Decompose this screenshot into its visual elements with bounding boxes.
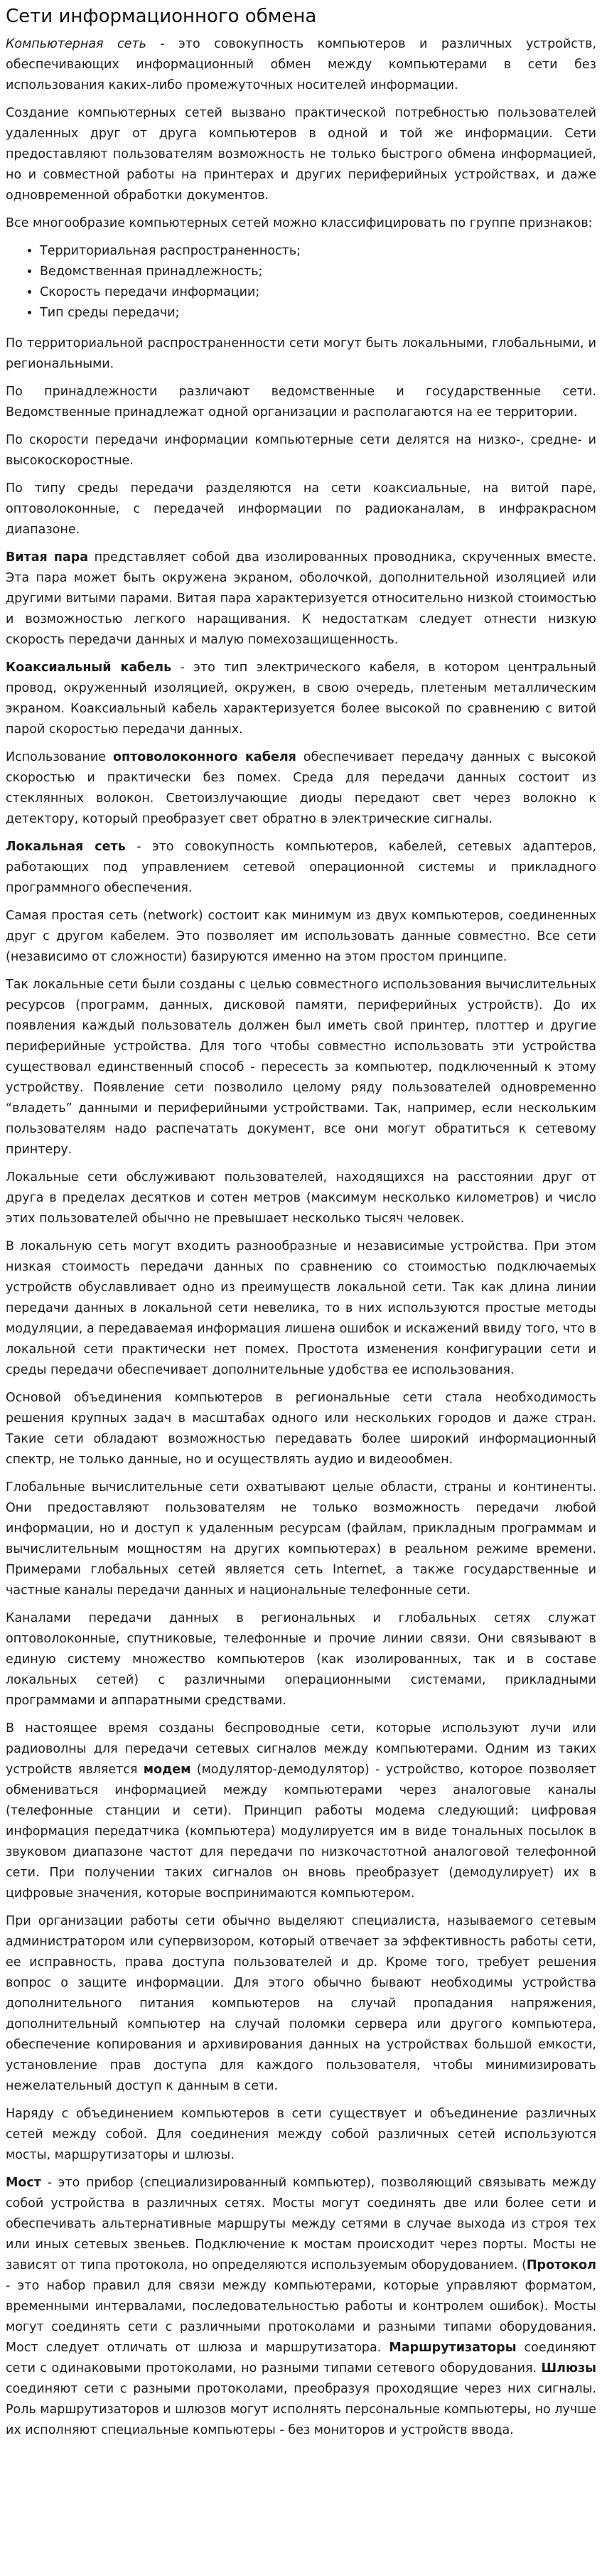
text-run: - это тип электрического кабеля, в котором центральный провод, окруженный изоляцией, окружен, в свою очередь, плетеным металлическим экраном. Коаксиальный кабель характеризуется более высокой по сравнению с витой парой скоростью передачи данных. <box>6 661 596 737</box>
text-run: По территориальной распространенности сети могут быть локальными, глобальными, и региональными. <box>6 336 596 371</box>
text-run: Каналами передачи данных в региональных и глобальных сетях служат оптоволоконные, спутниковые, телефонные и прочие линии связи. Они связывают в единую систему множество компьютеров (как изолированных, так и в составе локальных сетей) с различными операционными системами, прикладными программами и аппаратными средствами. <box>6 1611 596 1708</box>
list-item: • Ведомственная принадлежность; <box>40 262 596 282</box>
bold-term: модем <box>143 1763 191 1777</box>
paragraph <box>6 1911 596 2097</box>
paragraph <box>6 2104 596 2166</box>
paragraph <box>6 906 596 968</box>
text-run: Основой объединения компьютеров в региональные сети стала необходимость решения крупных задач в масштабах одного или нескольких городов и даже стран. Такие сети обладают возможностью передавать более широкий информационный спектр, не только данные, но и осуществлять аудио и видеообмен. <box>6 1391 596 1467</box>
bold-term: Витая пара <box>6 550 89 565</box>
bold-term: Мост <box>6 2176 41 2190</box>
paragraph <box>6 2173 596 2441</box>
italic-term: Компьютерная сеть <box>6 37 146 51</box>
paragraph <box>6 837 596 899</box>
text-run: Использование <box>6 750 114 764</box>
text-run: Так локальные сети были созданы с целью совместного использования вычислительных ресурсов (программ, данных, дисковой памяти, периферийных устройств). До их появления каждый пользователь должен был иметь свой принтер, плоттер и другие периферийные устройства. Для того чтобы совместно использовать эти устройства существовал единственный способ - пересесть за компьютер, подключенный к этому устройству. Появление сети позволило целому ряду пользователей одновременно “владеть” данными и периферийными устройствами. Так, например, если нескольким пользователям надо распечатать документ, все они могут обратиться к сетевому принтеру. <box>6 978 596 1157</box>
list-item: • Тип среды передачи; <box>40 303 596 324</box>
paragraph <box>6 1477 596 1601</box>
paragraph <box>6 213 596 234</box>
list-item: • Скорость передачи информации; <box>40 282 596 303</box>
text-run: В локальную сеть могут входить разнообразные и независимые устройства. При этом низкая стоимость передачи данных по сравнению со стоимостью подключаемых устройств обуславливает одно из преимуществ локальной сети. Так как длина линии передачи данных в локальной сети невелика, то в них используются простые методы модуляции, а передаваемая информация лишена ошибок и искажений ввиду того, что в локальной сети практически нет помех. Простота изменения конфигурации сети и среды передачи обеспечивает дополнительные удобства ее использования. <box>6 1239 596 1377</box>
text-run: Самая простая сеть (network) состоит как минимум из двух компьютеров, соединенных друг с другом кабелем. Это позволяет им использовать данные совместно. Все сети (независимо от сложности) базируются именно на этом простом принципе. <box>6 909 596 964</box>
text-run: представляет собой два изолированных проводника, скрученных вместе. Эта пара может быть окружена экраном, оболочкой, дополнительной изоляцией или другими витыми парами. Витая пара характеризуется относительно низкой стоимостью и возможностью легкого наращивания. К недостаткам следует отнести низкую скорость передачи данных и малую помехозащищенность. <box>6 550 596 647</box>
paragraph <box>6 430 596 471</box>
text-run: Локальные сети обслуживают пользователей, находящихся на расстоянии друг от друга в пределах десятков и сотен метров (максимум несколько километров) и число этих пользователей обычно не превышает несколько тысяч человек. <box>6 1170 596 1226</box>
text-run: При организации работы сети обычно выделяют специалиста, называемого сетевым администратором или супервизором, который отвечает за эффективность работы сети, ее исправность, права доступа пользователей и др. Кроме того, требует решения вопрос о защите информации. Для этого обычно бывают необходимы устройства дополнительного питания компьютеров на случай пропадания напряжения, дополнительный компьютер на случай поломки сервера или другого компьютера, обеспечение копирования и архивирования данных на устройствах большой емкости, установление прав доступа для каждого пользователя, чтобы минимизировать нежелательный доступ к данным в сети. <box>6 1914 596 2093</box>
text-run: - это набор правил для связи между компьютерами, которые управляют форматом, временными интервалами, последовательностью работы и контролем ошибок). Мосты могут соединять сети с различными протоколами и разными типами оборудования. Мост следует отличать от шлюза и маршрутизатора. <box>6 2279 596 2355</box>
paragraph <box>6 658 596 740</box>
text-run: - это совокупность компьютеров, кабелей, сетевых адаптеров, работающих под управлением сетевой операционной системы и прикладного программного обеспечения. <box>6 840 597 895</box>
text-run: Глобальные вычислительные сети охватывают целые области, страны и континенты. Они предоставляют пользователям не только возможность передачи любой информации, но и доступ к удаленным ресурсам (файлам, прикладным программам и вычислительным мощностям на других компьютерах) в реальном режиме времени. Примерами глобальных сетей является сеть Internet, а также государственные и частные каналы передачи данных и национальные телефонные сети. <box>6 1480 596 1598</box>
paragraph <box>6 479 596 540</box>
bold-term: Локальная сеть <box>6 840 126 854</box>
paragraph <box>6 1719 596 1904</box>
text-run: - это прибор (специализированный компьютер), позволяющий связывать между собой устройства в различных сетях. Мосты могут соединять две или более сети и обеспечивать альтернативные маршруты между сетями в случае выхода из строя тех или иных сетевых звеньев. Подключение к мостам происходит через порты. Мосты не зависят от типа протокола, но определяются используемым оборудованием. ( <box>6 2176 596 2272</box>
bold-term: оптоволоконного кабеля <box>113 750 296 764</box>
text-run: Создание компьютерных сетей вызвано практической потребностью пользователей удаленных друг от друга компьютеров в одной и той же информации. Сети предоставляют пользователям возможность не только быстрого обмена информацией, но и совместной работы на принтерах и других периферийных устройствах, и даже одновременной обработки документов. <box>6 106 596 203</box>
text-run: обеспечивает передачу данных с высокой скоростью и практически без помех. Среда для передачи данных состоит из стеклянных волокон. Светоизлучающие диоды передают свет через волокно к детектору, который преобразует свет обратно в электрические сигналы. <box>6 750 596 826</box>
paragraph <box>6 382 596 423</box>
text-run: соединяют сети с разными протоколами, преобразуя проходящие через них сигналы. Роль маршрутизаторов и шлюзов могут исполнять персональные компьютеры, но лучше их исполняют специальные компьютеры - без мониторов и устройств ввода. <box>6 2382 596 2437</box>
page-title: Сети информационного обмена <box>6 6 317 27</box>
text-run: соединяют сети с одинаковыми протоколами, но разными типами сетевого оборудования. <box>6 2341 596 2375</box>
paragraph <box>6 1167 596 1229</box>
text-run: По типу среды передачи разделяются на сети коаксиальные, на витой паре, оптоволоконные, с передачей информации по радиоканалам, в инфракрасном диапазоне. <box>6 481 596 537</box>
text-run: По скорости передачи информации компьютерные сети делятся на низко-, средне- и высокоскоростные. <box>6 433 596 468</box>
paragraph <box>6 975 596 1160</box>
text-run: В настоящее время созданы беспроводные сети, которые используют лучи или радиоволны для передачи сетевых сигналов между компьютерами. Одним из таких устройств является <box>6 1721 596 1777</box>
bold-term: Шлюзы <box>541 2361 596 2375</box>
bold-term: Коаксиальный кабель <box>6 661 172 675</box>
paragraph <box>6 34 596 96</box>
bold-term: Маршрутизаторы <box>389 2341 517 2355</box>
paragraph <box>6 1388 596 1470</box>
paragraph <box>6 547 596 651</box>
text-run: - это совокупность компьютеров и различных устройств, обеспечивающих информационный обмен между компьютерами в сети без использования каких-либо промежуточных носителей информации. <box>6 37 597 92</box>
bullet-list <box>6 241 596 324</box>
paragraph <box>6 747 596 830</box>
text-run: По принадлежности различают ведомственные и государственные сети. Ведомственные принадлежат одной организации и располагаются на ее территории. <box>6 385 596 419</box>
text-run: (модулятор-демодулятор) - устройство, которое позволяет обмениваться информацией между компьютерами через аналоговые каналы (телефонные станции и сети). Принцип работы модема следующий: цифровая информация передатчика (компьютера) модулируется им в виде тональных посылок в звуковом диапазоне частот для передачи по низкочастотной аналоговой телефонной сети. При получении таких сигналов он вновь преобразует (демодулирует) их в цифровые значения, которые воспринимаются компьютером. <box>6 1763 597 1901</box>
text-run: Наряду с объединением компьютеров в сети существует и объединение различных сетей между собой. Для соединения между собой различных сетей используются мосты, маршрутизаторы и шлюзы. <box>6 2107 596 2162</box>
bold-term: Протокол <box>526 2258 596 2272</box>
paragraph <box>6 1236 596 1381</box>
article-body <box>6 34 596 2441</box>
list-item: • Территориальная распространенность; <box>40 241 596 262</box>
paragraph <box>6 1608 596 1711</box>
paragraph <box>6 333 596 375</box>
paragraph <box>6 103 596 206</box>
text-run: Все многообразие компьютерных сетей можно классифицировать по группе признаков: <box>6 216 593 230</box>
